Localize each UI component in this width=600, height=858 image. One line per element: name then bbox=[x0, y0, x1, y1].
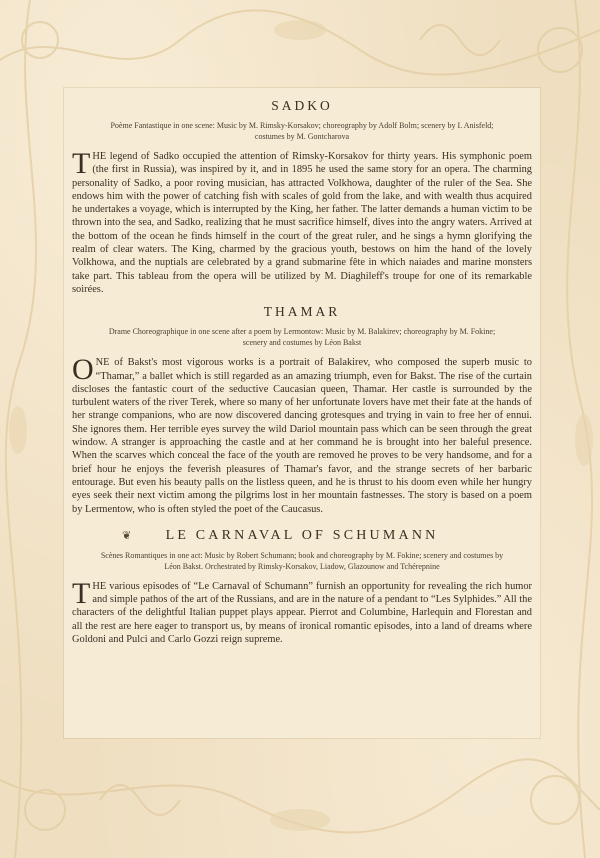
sadko-body-text: HE legend of Sadko occupied the attention of Rimsky-Korsakov for thirty years. His symphonic poem (the first in Russia), was inspired by it, and in 1895 he used the same story for an opera. The charming personality of Sadko, a poor roving musician, has attracted Volkhowa, daughter of the ruler of the Sea. She endows him with the power of catching fish with scales of gold from the lake, and with wealth thus acquired he undertakes a voyage, which is interrupted by the King, her father. The latter demands a human victim to be thrown into the sea, and Sadko, realizing that he must sacrifice himself, dives into the angry waters. Arrived at the bottom of the ocean he finds himself in the court of the great ruler, and he sings a hymn glorifying the realm of clear waters. The King, charmed by the gracious youth, bestows on him the hand of the lovely Volkhowa, and the nuptials are celebrated by a grand submarine fête in which naiades and marine monsters take part. This tableau from the opera will be utilized by M. Diaghileff's troupe for one of its remarkable soirées. bbox=[72, 151, 532, 295]
thamar-subtitle: Drame Choreographique in one scene after a poem by Lermontow: Music by M. Balakirev; choreography by M. Fokine; scenery and costumes by Léon Bakst bbox=[108, 327, 496, 348]
fleuron-icon: ❦ bbox=[122, 529, 132, 542]
carnaval-body bbox=[72, 576, 532, 646]
carnaval-heading bbox=[72, 528, 532, 544]
sadko-title: SADKO bbox=[271, 98, 333, 113]
sadko-dropcap: T bbox=[72, 147, 91, 180]
carnaval-dropcap: T bbox=[72, 576, 91, 610]
sadko-section bbox=[72, 98, 532, 296]
thamar-dropcap: O bbox=[72, 353, 94, 387]
program-content bbox=[72, 96, 532, 646]
carnaval-title: LE CARNAVAL OF SCHUMANN bbox=[165, 527, 439, 543]
carnaval-subtitle: Scènes Romantiques in one act: Music by Robert Schumann; book and choreography by M. Fokine; scenery and costumes by Léon Bakst. Orchestrated by Rimsky-Korsakov, Liadow, Glazounow and Tchérepnine bbox=[100, 550, 504, 571]
thamar-body bbox=[72, 353, 532, 516]
thamar-title: THAMAR bbox=[263, 304, 341, 320]
carnaval-section bbox=[72, 528, 532, 646]
thamar-section bbox=[72, 304, 532, 516]
carnaval-body-text: HE various episodes of “Le Carnaval of Schumann” furnish an opportunity for revealing the rich humor and simple pathos of the art of the Russians, and are in the nature of a pendant to “Les Sylphides.” All the characters of the delightful Italian puppet plays appear. Pierrot and Columbine, Harlequin and Florestan and all the rest are here eager to transport us, by means of ironical romantic episodes, into a land of dreams where Goldoni and Pulci and Carlo Gozzi reign supreme. bbox=[72, 580, 532, 646]
sadko-subtitle: Poème Fantastique in one scene: Music by M. Rimsky-Korsakov; choreography by Adolf Bolm; scenery by I. Anisfeld; costumes by M. Gontcharova bbox=[110, 121, 494, 141]
thamar-body-text: NE of Bakst's most vigorous works is a portrait of Balakirev, who composed the superb music to “Thamar,” a ballet which is still regarded as an amazing triumph, even for Bakst. The rise of the curtain discloses the fantastic court of the seductive Caucasian queen, Thamar. Her castle is surrounded by the turbulent waters of the river Terek, where so many of her unfortunate lovers have met their fate at the hands of her strange companions, who are now discovered dancing grotesques and trying in vain to free her of ennui. She ignores them. Her terrible eyes survey the wild Dariol mountain pass which can be seen through the great window. A stranger is approaching the castle and at her command he is brought into her baleful presence. When the scarves which conceal the face of the youth are removed he proves to be very handsome, and for a brief hour he enjoys the feverish pleasures of Thamar's favor, and the strange secrets of her barbaric entourage. But even his beauty palls on the listless queen, and he is thrust to his doom even while her hungry eyes seek their next victim among the pilgrims lost in her mountain fastnesses. The story is based on a poem by Lermentow, who is often styled the poet of the Caucasus. bbox=[72, 357, 532, 515]
sadko-body bbox=[72, 147, 532, 296]
